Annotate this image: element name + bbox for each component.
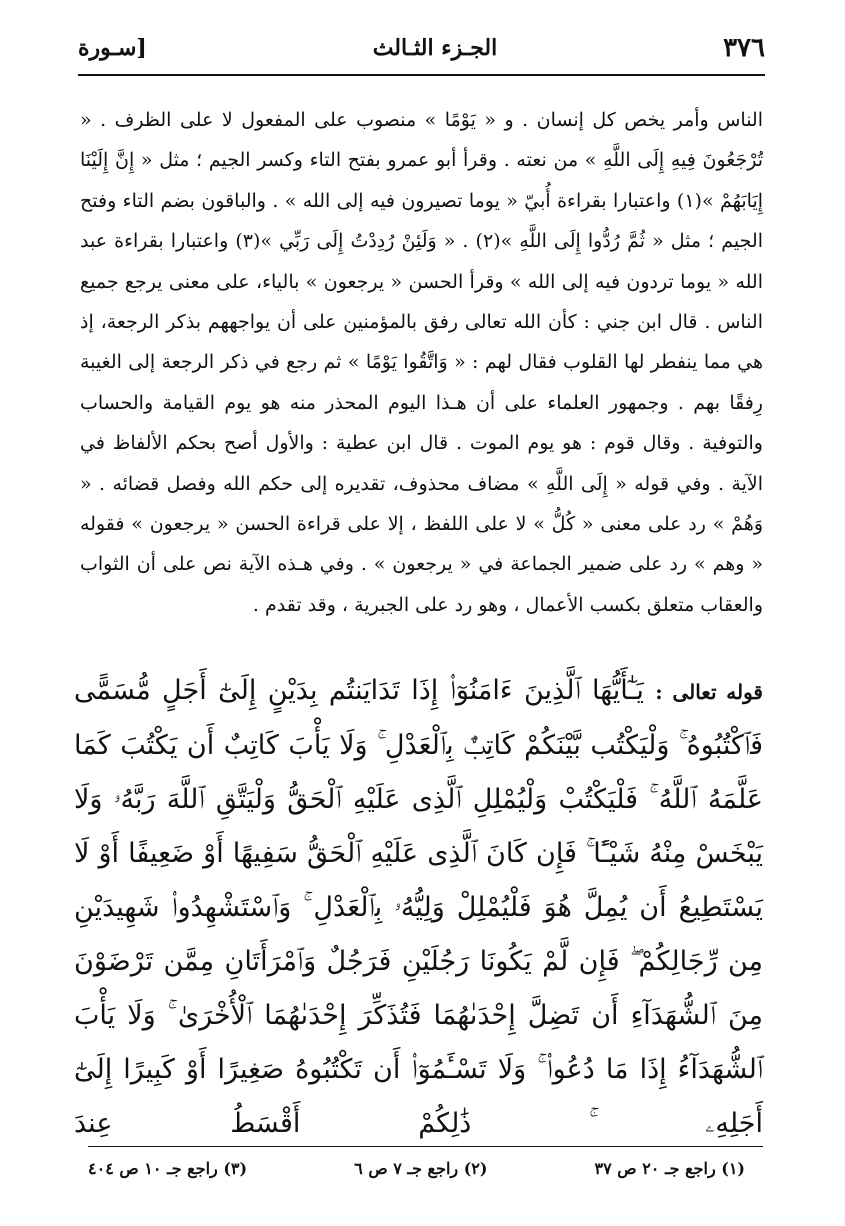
page-header bbox=[78, 28, 765, 68]
verse-text: يَـٰٓأَيُّهَا ٱلَّذِينَ ءَامَنُوٓا۟ إِذَا تَدَايَنتُم بِدَيْنٍ إِلَىٰٓ أَجَلٍ مُّسَمًّى فَٱكْتُبُوهُ ۚ وَلْيَكْتُب بَّيْنَكُمْ كَاتِبٌۢ بِٱلْعَدْلِ ۚ وَلَا يَأْبَ كَاتِبٌ أَن يَكْتُبَ كَمَا عَلَّمَهُ ٱللَّهُ ۚ فَلْيَكْتُبْ وَلْيُمْلِلِ ٱلَّذِى عَلَيْهِ ٱلْحَقُّ وَلْيَتَّقِ ٱللَّهَ رَبَّهُۥ وَلَا يَبْخَسْ مِنْهُ شَيْـًٔا ۚ فَإِن كَانَ ٱلَّذِى عَلَيْهِ ٱلْحَقُّ سَفِيهًا أَوْ ضَعِيفًا أَوْ لَا يَسْتَطِيعُ أَن يُمِلَّ هُوَ فَلْيُمْلِلْ وَلِيُّهُۥ بِٱلْعَدْلِ ۚ وَٱسْتَشْهِدُوا۟ شَهِيدَيْنِ مِن رِّجَالِكُمْ ۖ فَإِن لَّمْ يَكُونَا رَجُلَيْنِ فَرَجُلٌ وَٱمْرَأَتَانِ مِمَّن تَرْضَوْنَ مِنَ ٱلشُّهَدَآءِ أَن تَضِلَّ إِحْدَىٰهُمَا فَتُذَكِّرَ إِحْدَىٰهُمَا ٱلْأُخْرَىٰ ۚ وَلَا يَأْبَ ٱلشُّهَدَآءُ إِذَا مَا دُعُوا۟ ۚ وَلَا تَسْـَٔمُوٓا۟ أَن تَكْتُبُوهُ صَغِيرًا أَوْ كَبِيرًا إِلَىٰٓ أَجَلِهِۦ ۚ ذَٰلِكُمْ أَقْسَطُ عِندَ bbox=[74, 675, 763, 1139]
verse-intro: قوله تعالى : bbox=[655, 680, 763, 704]
quran-verse-block bbox=[74, 664, 763, 1151]
page-number: ٣٧٦ bbox=[723, 33, 765, 63]
footnote-divider bbox=[88, 1146, 763, 1147]
running-title: الجـزء الثـالث bbox=[372, 35, 498, 61]
footnote-2: (٢) راجع جـ ٧ ص ٦ bbox=[354, 1158, 488, 1178]
footnotes bbox=[88, 1152, 745, 1184]
commentary-paragraph: الناس وأمر يخص كل إنسان . و « يَوْمًا » منصوب على المفعول لا على الظرف . « تُرْجَعُونَ فِيهِ إِلَى اللَّهِ » من نعته . وقرأ أبو عمرو بفتح التاء وكسر الجيم ؛ مثل « إِنَّ إِلَيْنَا إِيَابَهُمْ »(١) واعتبارا بقراءة أُبيّ « يوما تصيرون فيه إلى الله » . والباقون بضم التاء وفتح الجيم ؛ مثل « ثُمَّ رُدُّوا إِلَى اللَّهِ »(٢) . « وَلَئِنْ رُدِدْتُ إِلَى رَبِّي »(٣) واعتبارا بقراءة عبد الله « يوما تردون فيه إلى الله » وقرأ الحسن « يرجعون » بالياء، على معنى يرجع جميع الناس . قال ابن جني : كأن الله تعالى رفق بالمؤمنين على أن يواجههم بذكر الرجعة، إذ هي مما ينفطر لها القلوب فقال لهم : « وَاتَّقُوا يَوْمًا » ثم رجع في ذكر الرجعة إلى الغيبة رِفقًا بهم . وجمهور العلماء على أن هـذا اليوم المحذر منه هو يوم القيامة والحساب والتوفية . وقال قوم : هو يوم الموت . قال ابن عطية : والأول أصح بحكم الألفاظ في الآية . وفي قوله « إِلَى اللَّهِ » مضاف محذوف، تقديره إلى حكم الله وفصل قضائه . « وَهُمْ » رد على معنى « كُلُّ » لا على اللفظ ، إلا على قراءة الحسن « يرجعون » فقوله « وهم » رد على ضمير الجماعة في « يرجعون » . وفي هـذه الآية نص على أن الثواب والعقاب متعلق بكسب الأعمال ، وهو رد على الجبرية ، وقد تقدم . bbox=[80, 109, 764, 616]
commentary-block bbox=[80, 100, 763, 625]
footnote-3: (٣) راجع جـ ١٠ ص ٤٠٤ bbox=[88, 1158, 248, 1178]
verse-paragraph bbox=[74, 664, 763, 1151]
header-divider bbox=[78, 74, 765, 76]
footnote-1: (١) راجع جـ ٢٠ ص ٣٧ bbox=[594, 1158, 745, 1178]
section-label: [سـورة bbox=[78, 35, 147, 61]
